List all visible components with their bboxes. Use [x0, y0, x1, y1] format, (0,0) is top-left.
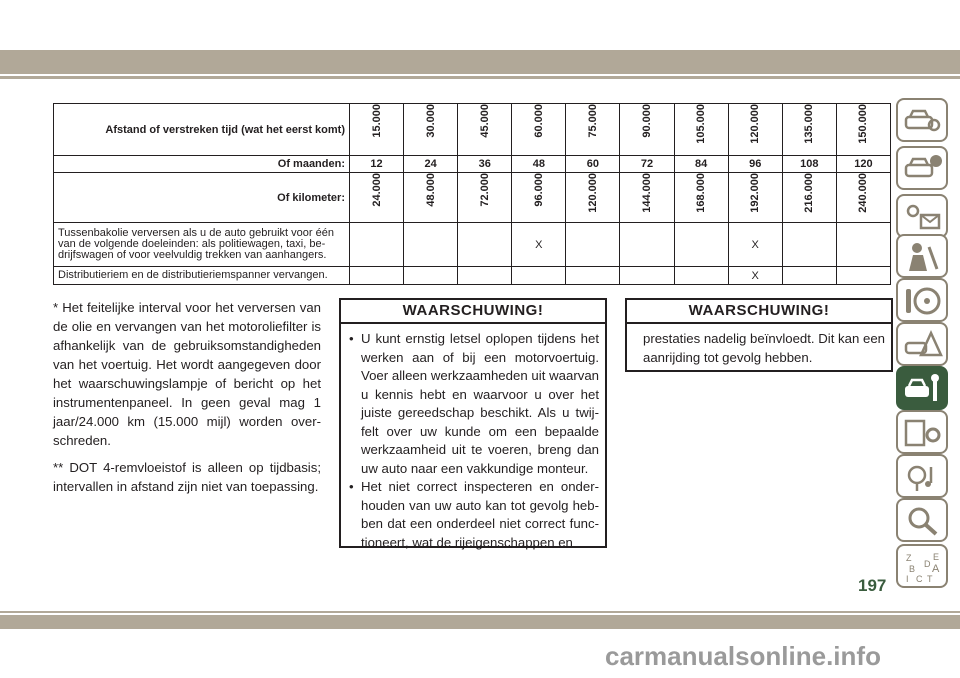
months-cell: 48 — [512, 156, 566, 173]
music-location-icon — [903, 461, 943, 493]
km-cell: 216.000 — [803, 173, 816, 213]
tab-starting-driving[interactable] — [896, 278, 948, 322]
mark-cell: X — [728, 223, 782, 267]
warning-body: prestaties nadelig beïnvloedt. Dit kan een aanrijding tot gevolg hebben. — [643, 331, 885, 365]
watermark: carmanualsonline.info — [605, 641, 881, 671]
mark-cell: X — [728, 267, 782, 285]
footnotes — [53, 298, 321, 504]
interval-cell: 90.000 — [641, 104, 654, 138]
svg-text:B: B — [909, 564, 916, 574]
svg-text:C: C — [916, 574, 923, 583]
km-cell: 168.000 — [695, 173, 708, 213]
km-cell: 72.000 — [478, 173, 491, 207]
mark-cell — [512, 267, 566, 285]
tab-search[interactable] — [896, 498, 948, 542]
mark-cell — [458, 223, 512, 267]
km-cell: 240.000 — [857, 173, 870, 213]
km-cell: 48.000 — [424, 173, 437, 207]
search-icon — [903, 505, 943, 537]
mark-cell — [566, 223, 620, 267]
warning-triangle-icon — [903, 329, 943, 361]
mark-cell — [620, 223, 674, 267]
km-cell: 24.000 — [370, 173, 383, 207]
mark-cell — [566, 267, 620, 285]
warning-title: WAARSCHUWING! — [341, 300, 605, 324]
interval-cell: 150.000 — [857, 104, 870, 144]
spec-gear-icon — [903, 417, 943, 449]
warning-title: WAARSCHUWING! — [627, 300, 891, 324]
svg-text:D: D — [924, 559, 931, 569]
warning-body — [341, 324, 605, 558]
tab-emergency[interactable] — [896, 322, 948, 366]
interval-header: Afstand of verstreken tijd (wat het eerst komt) — [54, 104, 350, 156]
list-item: • U kunt ernstig letsel oplopen tijdens het werken aan of bij een motorvoertuig. Voer alleen werkzaamheden uit waarvan u kennis hebt en waarvoor u over het juiste gereedschap beschikt. Als u twij-felt over uw kunde om een bepaalde werkzaamheid uit te voeren, breng dan uw auto naar een vakkundige monteur. — [349, 330, 599, 478]
mark-cell — [404, 223, 458, 267]
interval-cell: 105.000 — [695, 104, 708, 144]
mark-cell — [782, 223, 836, 267]
list-item: • Het niet correct inspecteren en onder-houden van uw auto kan tot gevolg heb-ben dat een onderdeel niet correct func-tioneert, wat de rijeigenschappen en — [349, 478, 599, 552]
seatbelt-person-icon — [903, 241, 943, 273]
table-row — [54, 223, 891, 267]
km-cell: 192.000 — [749, 173, 762, 213]
timing-belt-task: Distributieriem en de distributieriemspanner vervangen. — [54, 267, 350, 285]
bottom-band-line — [0, 611, 960, 613]
lights-message-icon — [903, 201, 943, 233]
table-row — [54, 173, 891, 223]
km-cell: 144.000 — [641, 173, 654, 213]
mark-cell — [782, 267, 836, 285]
svg-text:Z: Z — [906, 553, 912, 563]
footnote-oil: * Het feitelijke interval voor het verversen van de olie en vervangen van het motoroliefilter is afhankelijk van de gebruiksomstandigheden van het voertuig. Het wordt aangegeven door het waarschuwingslampje of bericht op het instrumentenpaneel. In geen geval mag 1 jaar/24.000 km (15.000 mijl) worden over-schreden. — [53, 300, 321, 448]
interval-cell: 60.000 — [532, 104, 545, 138]
car-info-icon — [903, 153, 943, 185]
footnote-brake-fluid: ** DOT 4-remvloeistof is alleen op tijdbasis; intervallen in afstand zijn niet van toepassing. — [53, 460, 321, 494]
interval-cell: 75.000 — [586, 104, 599, 138]
warning-box-1 — [339, 298, 607, 548]
tab-technical-specs[interactable] — [896, 410, 948, 454]
months-cell: 12 — [350, 156, 404, 173]
page-number: 197 — [858, 576, 887, 595]
interval-cell: 15.000 — [370, 104, 383, 138]
months-cell: 96 — [728, 156, 782, 173]
months-cell: 120 — [836, 156, 890, 173]
interval-cell: 45.000 — [478, 104, 491, 138]
interval-cell: 135.000 — [803, 104, 816, 144]
tab-multimedia[interactable] — [896, 454, 948, 498]
tab-servicing-maintenance[interactable] — [896, 366, 948, 410]
km-cell: 96.000 — [532, 173, 545, 207]
index-letters-icon — [903, 551, 943, 583]
svg-text:T: T — [927, 574, 933, 583]
top-band-line — [0, 76, 960, 79]
top-band — [0, 50, 960, 74]
mark-cell — [458, 267, 512, 285]
tab-safety[interactable] — [896, 234, 948, 278]
maintenance-schedule-table — [53, 103, 891, 285]
car-wrench-icon — [903, 373, 943, 405]
months-cell: 60 — [566, 156, 620, 173]
tab-warning-lights[interactable] — [896, 194, 948, 238]
steering-wheel-icon — [903, 285, 943, 317]
months-cell: 72 — [620, 156, 674, 173]
mark-cell — [350, 223, 404, 267]
months-cell: 36 — [458, 156, 512, 173]
svg-text:E: E — [933, 552, 940, 562]
svg-text:I: I — [906, 574, 909, 583]
km-header: Of kilometer: — [54, 173, 350, 223]
mark-cell — [620, 267, 674, 285]
months-cell: 24 — [404, 156, 458, 173]
km-cell: 120.000 — [586, 173, 599, 213]
months-cell: 84 — [674, 156, 728, 173]
car-search-icon — [903, 105, 943, 137]
table-row — [54, 156, 891, 173]
tab-vehicle-overview[interactable] — [896, 98, 948, 142]
interval-cell: 30.000 — [424, 104, 437, 138]
bottom-band — [0, 615, 960, 629]
mark-cell — [836, 267, 890, 285]
mark-cell: X — [512, 223, 566, 267]
mark-cell — [674, 223, 728, 267]
mark-cell — [404, 267, 458, 285]
mark-cell — [350, 267, 404, 285]
tab-index[interactable] — [896, 544, 948, 588]
interval-cell: 120.000 — [749, 104, 762, 144]
table-row — [54, 104, 891, 156]
gearbox-oil-task: Tussenbakolie verversen als u de auto gebruikt voor één van de volgende doeleinden: als politiewagen, taxi, be-drijfswagen of voor veelvuldig trekken van aanhangers. — [54, 223, 350, 267]
bullet-icon: • — [349, 331, 354, 346]
mark-cell — [836, 223, 890, 267]
svg-text:A: A — [932, 563, 940, 575]
tab-vehicle-info[interactable] — [896, 146, 948, 190]
table-row — [54, 267, 891, 285]
mark-cell — [674, 267, 728, 285]
warning-box-2 — [625, 298, 893, 372]
months-cell: 108 — [782, 156, 836, 173]
bullet-icon: • — [349, 479, 354, 494]
months-header: Of maanden: — [54, 156, 350, 173]
